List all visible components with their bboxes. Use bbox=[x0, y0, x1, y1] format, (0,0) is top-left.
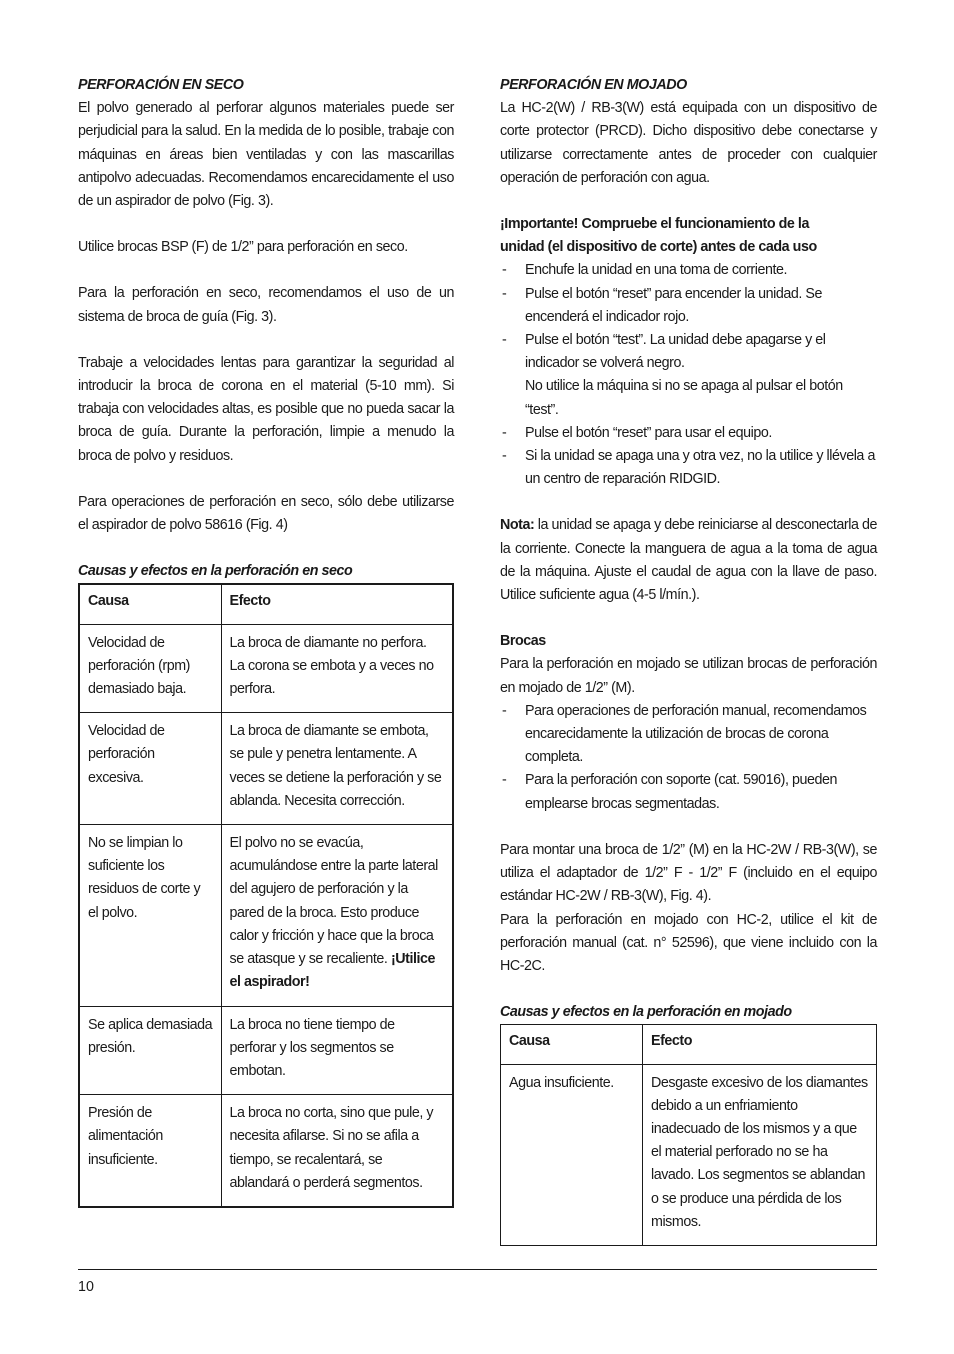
cause-header: Causa bbox=[79, 584, 221, 624]
table-row bbox=[79, 624, 453, 713]
table-row bbox=[79, 1006, 453, 1095]
cause-header: Causa bbox=[501, 1025, 643, 1064]
wet-table-title: Causas y efectos en la perforación en mojado bbox=[500, 1004, 792, 1021]
dry-drilling-heading: PERFORACIÓN EN SECO bbox=[78, 77, 244, 93]
dry-paragraph-4: Trabaje a velocidades lentas para garantizar la seguridad al introducir la broca de corona en el material (5-10 mm). Si trabaja con velocidades altas, es posible que no pueda sacar la broca de guía. Durante la perforación, limpie a menudo la broca de polvo y residuos. bbox=[78, 354, 454, 464]
note-label: Nota: bbox=[500, 517, 535, 534]
dry-paragraph-2: Utilice brocas BSP (F) de 1/2” para perforación en seco. bbox=[78, 239, 408, 256]
step-text: Enchufe la unidad en una toma de corriente. bbox=[525, 262, 788, 279]
table-header-row bbox=[79, 584, 453, 624]
table-row bbox=[501, 1064, 877, 1245]
effect-emphasis: ¡Utilice el aspirador! bbox=[229, 951, 436, 991]
mount-paragraph-2: Para la perforación en mojado con HC-2, utilice el kit de perforación manual (cat. n° 52596), que viene incluido con la HC-2C. bbox=[500, 911, 877, 974]
effect-header: Efecto bbox=[643, 1025, 877, 1064]
effect-cell: La broca de diamante se embota, se pule y penetra lentamente. A veces se detiene la perforación y se ablanda. Necesita corrección. bbox=[221, 713, 453, 825]
note-paragraph bbox=[500, 514, 877, 607]
list-item bbox=[500, 422, 877, 445]
bits-paragraph: Para la perforación en mojado se utilizan brocas de perforación en mojado de 1/2” (M). bbox=[500, 656, 877, 696]
step-note: No utilice la máquina si no se apaga al pulsar el botón “test”. bbox=[525, 378, 843, 418]
right-column bbox=[500, 74, 877, 1246]
effect-header: Efecto bbox=[221, 584, 453, 624]
list-item bbox=[500, 445, 877, 491]
table-row bbox=[79, 713, 453, 825]
effect-cell: Desgaste excesivo de los diamantes debido a un enfriamiento inadecuado de los mismos y a que el material perforado no se ha lavado. Los segmentos se ablandan o se produce una pérdida de los mismos. bbox=[643, 1064, 877, 1245]
list-item bbox=[500, 700, 877, 770]
effect-cell bbox=[221, 825, 453, 1006]
table-header-row bbox=[501, 1025, 877, 1064]
list-item bbox=[500, 259, 877, 282]
list-item bbox=[500, 329, 877, 422]
note-text: la unidad se apaga y debe reiniciarse al desconectarla de la corriente. Conecte la manguera de agua a la toma de agua de la máquina. Ajuste el caudal de agua con la llave de paso. Utilice suficiente agua (4-5 l/mín.). bbox=[500, 517, 877, 604]
table-row bbox=[79, 1095, 453, 1207]
table-row bbox=[79, 825, 453, 1006]
wet-causes-effects-table bbox=[500, 1024, 877, 1246]
cause-cell: No se limpian lo suficiente los residuos de corte y el polvo. bbox=[79, 825, 221, 1006]
cause-cell: Agua insuficiente. bbox=[501, 1064, 643, 1245]
list-item bbox=[500, 769, 877, 815]
effect-text: El polvo no se evacúa, acumulándose entre la parte lateral del agujero de perforación y la pared de la broca. Esto produce calor y fricción y hace que la broca se atasque y se recaliente. bbox=[229, 835, 438, 968]
left-column bbox=[78, 74, 454, 1208]
bits-heading: Brocas bbox=[500, 633, 546, 650]
step-text: Pulse el botón “reset” para usar el equipo. bbox=[525, 424, 772, 441]
important-notice bbox=[500, 213, 877, 259]
footer-divider bbox=[78, 1269, 877, 1270]
list-item bbox=[500, 283, 877, 329]
wet-paragraph-1: La HC-2(W) / RB-3(W) está equipada con un dispositivo de corte protector (PRCD). Dicho dispositivo debe conectarse y utilizarse correctamente antes de proceder con cualquier operación de perforación con agua. bbox=[500, 100, 877, 186]
step-text: Pulse el botón “test”. La unidad debe apagarse y el indicador se volverá negro. bbox=[525, 332, 826, 372]
dry-paragraph-1: El polvo generado al perforar algunos materiales puede ser perjudicial para la salud. En la medida de lo posible, trabaje con máquinas en áreas bien ventiladas y con las mascarillas antipolvo adecuadas. Recomendamos encarecidamente el uso de un aspirador de polvo (Fig. 3). bbox=[78, 100, 454, 210]
prcd-check-steps bbox=[500, 259, 877, 491]
cause-cell: Presión de alimentación insuficiente. bbox=[79, 1095, 221, 1207]
effect-cell: La broca no tiene tiempo de perforar y los segmentos se embotan. bbox=[221, 1006, 453, 1095]
effect-cell: La broca no corta, sino que pule, y necesita afilarse. Si no se afila a tiempo, se recalentará, se ablandará o perderá segmentos. bbox=[221, 1095, 453, 1207]
bits-text: Para operaciones de perforación manual, recomendamos encarecidamente la utilización de brocas de corona completa. bbox=[525, 702, 867, 766]
cause-cell: Velocidad de perforación excesiva. bbox=[79, 713, 221, 825]
dry-paragraph-5: Para operaciones de perforación en seco, sólo debe utilizarse el aspirador de polvo 58616 (Fig. 4) bbox=[78, 493, 454, 534]
step-text: Si la unidad se apaga una y otra vez, no la utilice y llévela a un centro de reparación RIDGID. bbox=[525, 448, 875, 488]
cause-cell: Velocidad de perforación (rpm) demasiado baja. bbox=[79, 624, 221, 713]
dry-table-title: Causas y efectos en la perforación en seco bbox=[78, 563, 353, 580]
wet-drilling-heading: PERFORACIÓN EN MOJADO bbox=[500, 77, 687, 93]
important-line-2: unidad (el dispositivo de corte) antes de cada uso bbox=[500, 239, 817, 256]
cause-cell: Se aplica demasiada presión. bbox=[79, 1006, 221, 1095]
dry-paragraph-3: Para la perforación en seco, recomendamos el uso de un sistema de broca de guía (Fig. 3). bbox=[78, 285, 454, 325]
important-line-1: ¡Importante! Compruebe el funcionamiento de la bbox=[500, 216, 809, 233]
bits-text: Para la perforación con soporte (cat. 59016), pueden emplearse brocas segmentadas. bbox=[525, 772, 837, 812]
mount-paragraph-1: Para montar una broca de 1/2” (M) en la HC-2W / RB-3(W), se utiliza el adaptador de 1/2” F - 1/2” F (incluido en el equipo estándar HC-2W / RB-3(W), Fig. 4). bbox=[500, 841, 877, 905]
effect-cell: La broca de diamante no perfora. La corona se embota y a veces no perfora. bbox=[221, 624, 453, 713]
step-text: Pulse el botón “reset” para encender la unidad. Se encenderá el indicador rojo. bbox=[525, 285, 823, 325]
dry-causes-effects-table bbox=[78, 583, 454, 1207]
bits-list bbox=[500, 700, 877, 816]
page-number: 10 bbox=[78, 1279, 94, 1295]
